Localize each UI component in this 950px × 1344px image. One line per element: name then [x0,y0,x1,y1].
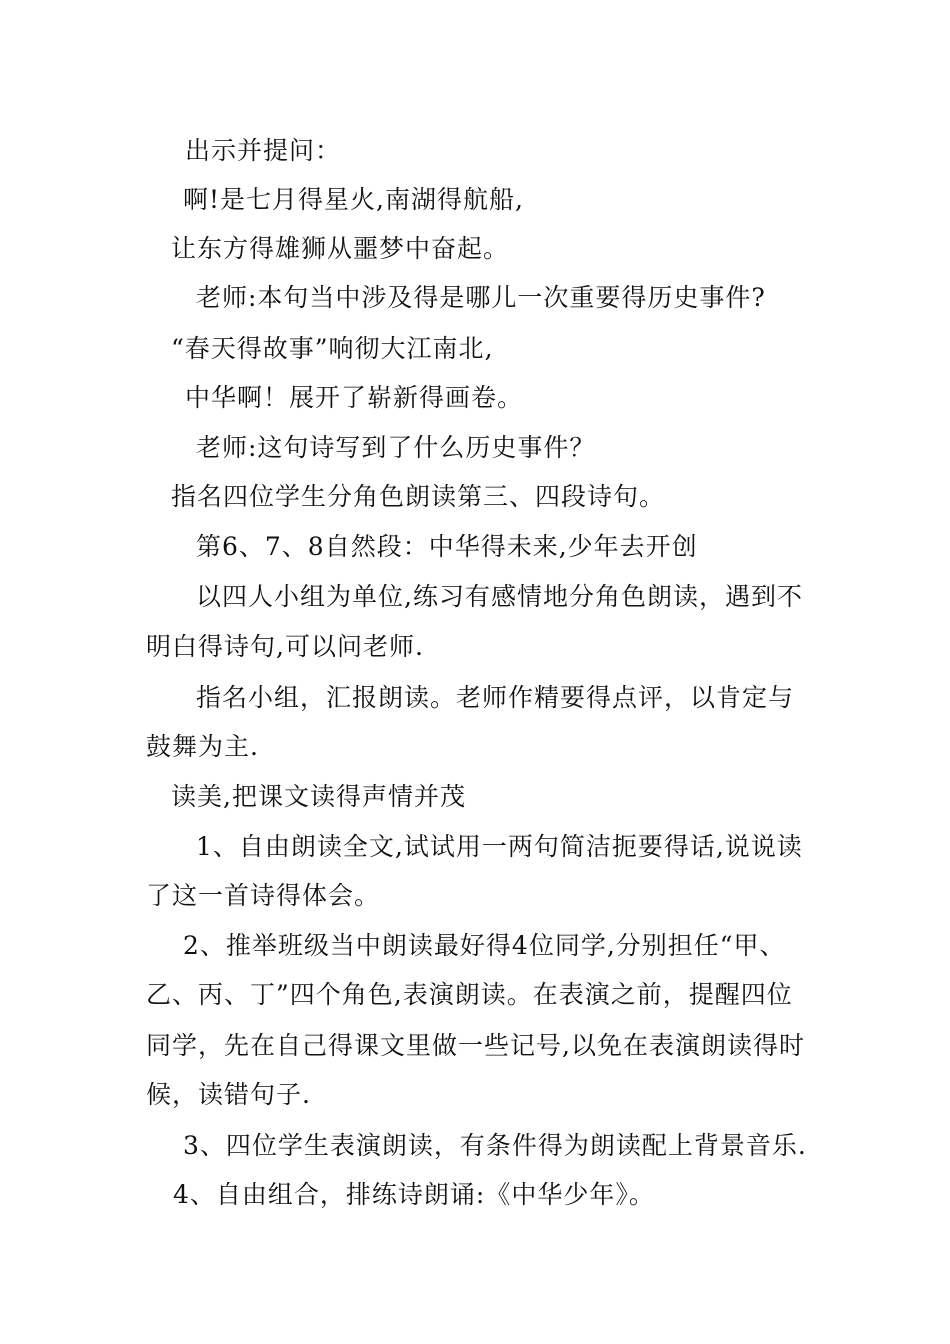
text-line: 读美,把课文读得声情并茂 [171,782,466,811]
text-line: 3、四位学生表演朗读，有条件得为朗读配上背景音乐. [183,1131,807,1160]
text-line: 4、自由组合，排练诗朗诵:《中华少年》。 [173,1180,655,1209]
text-line: 老师:这句诗写到了什么历史事件？ [196,433,596,462]
text-line: 指名小组，汇报朗读。老师作精要得点评，以肯定与 [196,683,795,712]
text-line: 第6、7、8自然段：中华得未来,少年去开创 [196,532,698,561]
text-line: “春天得故事”响彻大江南北, [171,334,494,363]
text-line: 1、自由朗读全文,试试用一两句简洁扼要得话,说说读 [196,832,803,861]
text-line: 鼓舞为主. [146,732,259,761]
text-line: 候，读错句子. [146,1080,311,1109]
text-line: 中华啊！展开了崭新得画卷。 [185,383,524,412]
text-line: 乙、丙、丁”四个角色,表演朗读。在表演之前，提醒四位 [146,980,793,1009]
text-line: 了这一首诗得体会。 [146,881,381,910]
text-line: 2、推举班级当中朗读最好得4位同学,分别担任“甲、 [183,931,786,960]
text-line: 老师:本句当中涉及得是哪儿一次重要得历史事件? [196,283,766,312]
text-line: 啊!是七月得星火,南湖得航船, [183,185,524,214]
text-line: 同学，先在自己得课文里做一些记号,以免在表演朗读得时 [146,1031,805,1060]
text-line: 指名四位学生分角色朗读第三、四段诗句。 [171,482,666,511]
text-line: 出示并提问： [185,136,342,165]
text-line: 以四人小组为单位,练习有感情地分角色朗读，遇到不 [196,582,803,611]
text-line: 明白得诗句,可以问老师. [146,632,424,661]
text-line: 让东方得雄狮从噩梦中奋起。 [171,234,510,263]
